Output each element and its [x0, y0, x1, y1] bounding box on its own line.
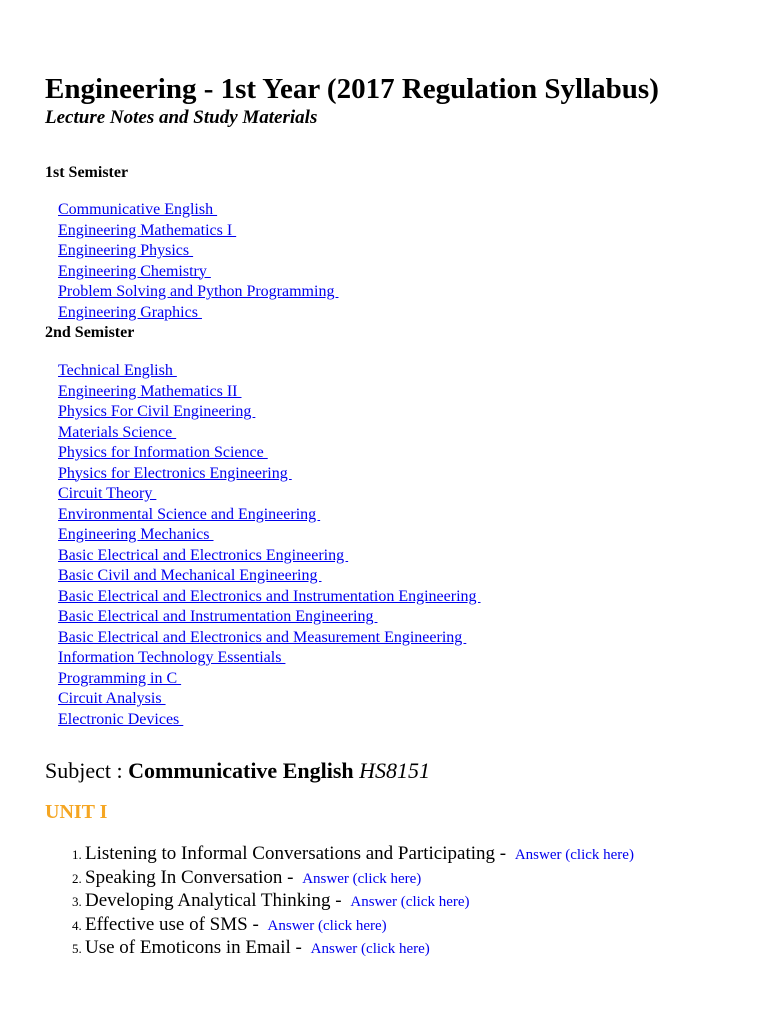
list-item [58, 546, 745, 567]
course-link-engineering-physics[interactable]: Engineering Physics [58, 242, 194, 259]
course-link-circuit-analysis[interactable]: Circuit Analysis [58, 690, 166, 707]
list-item [58, 484, 745, 505]
list-item [58, 464, 745, 485]
semester-1-heading: 1st Semister [45, 164, 129, 181]
course-link-information-technology-essentials[interactable]: Information Technology Essentials [58, 649, 286, 666]
course-link-circuit-theory[interactable]: Circuit Theory [58, 485, 157, 502]
list-item [58, 303, 745, 324]
list-item [58, 607, 745, 628]
course-link-basic-electrical-electronics[interactable]: Basic Electrical and Electronics Engineering [58, 546, 349, 564]
list-item [58, 221, 745, 242]
list-item [58, 241, 745, 262]
topic-text: Speaking In Conversation - [85, 866, 299, 888]
course-link-materials-science[interactable]: Materials Science [58, 423, 177, 441]
list-item [58, 282, 745, 303]
list-item [58, 402, 745, 423]
answer-link[interactable]: Answer (click here) [302, 870, 422, 887]
topic-text: Listening to Informal Conversations and Participating - [85, 843, 511, 864]
course-link-physics-information-science[interactable]: Physics for Information Science [58, 444, 268, 461]
course-link-environmental-science[interactable]: Environmental Science and Engineering [58, 505, 321, 523]
list-item [58, 689, 745, 710]
course-link-engineering-mechanics[interactable]: Engineering Mechanics [58, 526, 214, 543]
list-item [85, 889, 745, 913]
course-link-physics-electronics[interactable]: Physics for Electronics Engineering [58, 464, 292, 482]
course-link-engineering-graphics[interactable]: Engineering Graphics [58, 303, 202, 321]
topic-text: Effective use of SMS - [85, 913, 264, 935]
answer-link[interactable]: Answer (click here) [514, 847, 634, 863]
unit-heading: UNIT I [45, 801, 108, 823]
list-item [85, 866, 745, 890]
semester-2-course-list [45, 361, 745, 730]
subject-heading [45, 757, 745, 785]
list-item [58, 361, 745, 382]
subject-code: HS8151 [359, 758, 431, 783]
course-link-electronic-devices[interactable]: Electronic Devices [58, 710, 184, 728]
course-link-engineering-mathematics-2[interactable]: Engineering Mathematics II [58, 382, 242, 400]
course-link-physics-civil[interactable]: Physics For Civil Engineering [58, 403, 256, 420]
subject-label: Subject : [45, 758, 129, 783]
answer-link[interactable]: Answer (click here) [350, 894, 470, 910]
semester-2-heading: 2nd Semister [45, 324, 135, 341]
page-title: Engineering - 1st Year (2017 Regulation Syllabus) [45, 73, 659, 105]
document-page [45, 72, 745, 960]
course-link-basic-electrical-instrumentation[interactable]: Basic Electrical and Instrumentation Engineering [58, 608, 378, 625]
course-link-communicative-english[interactable]: Communicative English [58, 201, 218, 218]
page-subtitle: Lecture Notes and Study Materials [45, 107, 318, 128]
list-item [58, 669, 745, 690]
list-item [58, 443, 745, 464]
course-link-basic-electrical-electronics-instrumentation[interactable]: Basic Electrical and Electronics and Instrumentation Engineering [58, 587, 481, 605]
list-item [58, 525, 745, 546]
list-item [58, 200, 745, 221]
subject-name: Communicative English [128, 758, 354, 783]
answer-link[interactable]: Answer (click here) [310, 941, 430, 957]
list-item [85, 913, 745, 937]
list-item [58, 423, 745, 444]
course-link-engineering-mathematics-1[interactable]: Engineering Mathematics I [58, 221, 237, 239]
course-link-python-programming[interactable]: Problem Solving and Python Programming [58, 283, 339, 300]
semester-1-course-list [45, 200, 745, 323]
list-item [58, 710, 745, 731]
topic-text: Developing Analytical Thinking - [85, 890, 347, 911]
list-item [58, 628, 745, 649]
unit-topic-list [45, 842, 745, 960]
course-link-engineering-chemistry[interactable]: Engineering Chemistry [58, 262, 211, 280]
list-item [58, 382, 745, 403]
list-item [58, 505, 745, 526]
list-item [58, 587, 745, 608]
list-item [58, 566, 745, 587]
course-link-programming-in-c[interactable]: Programming in C [58, 669, 182, 687]
list-item [58, 648, 745, 669]
course-link-basic-civil-mechanical[interactable]: Basic Civil and Mechanical Engineering [58, 567, 322, 584]
course-link-technical-english[interactable]: Technical English [58, 362, 177, 379]
topic-text: Use of Emoticons in Email - [85, 937, 307, 958]
list-item [58, 262, 745, 283]
list-item [85, 936, 745, 960]
list-item [85, 842, 745, 866]
answer-link[interactable]: Answer (click here) [267, 917, 387, 934]
course-link-basic-electrical-electronics-measurement[interactable]: Basic Electrical and Electronics and Measurement Engineering [58, 628, 467, 646]
